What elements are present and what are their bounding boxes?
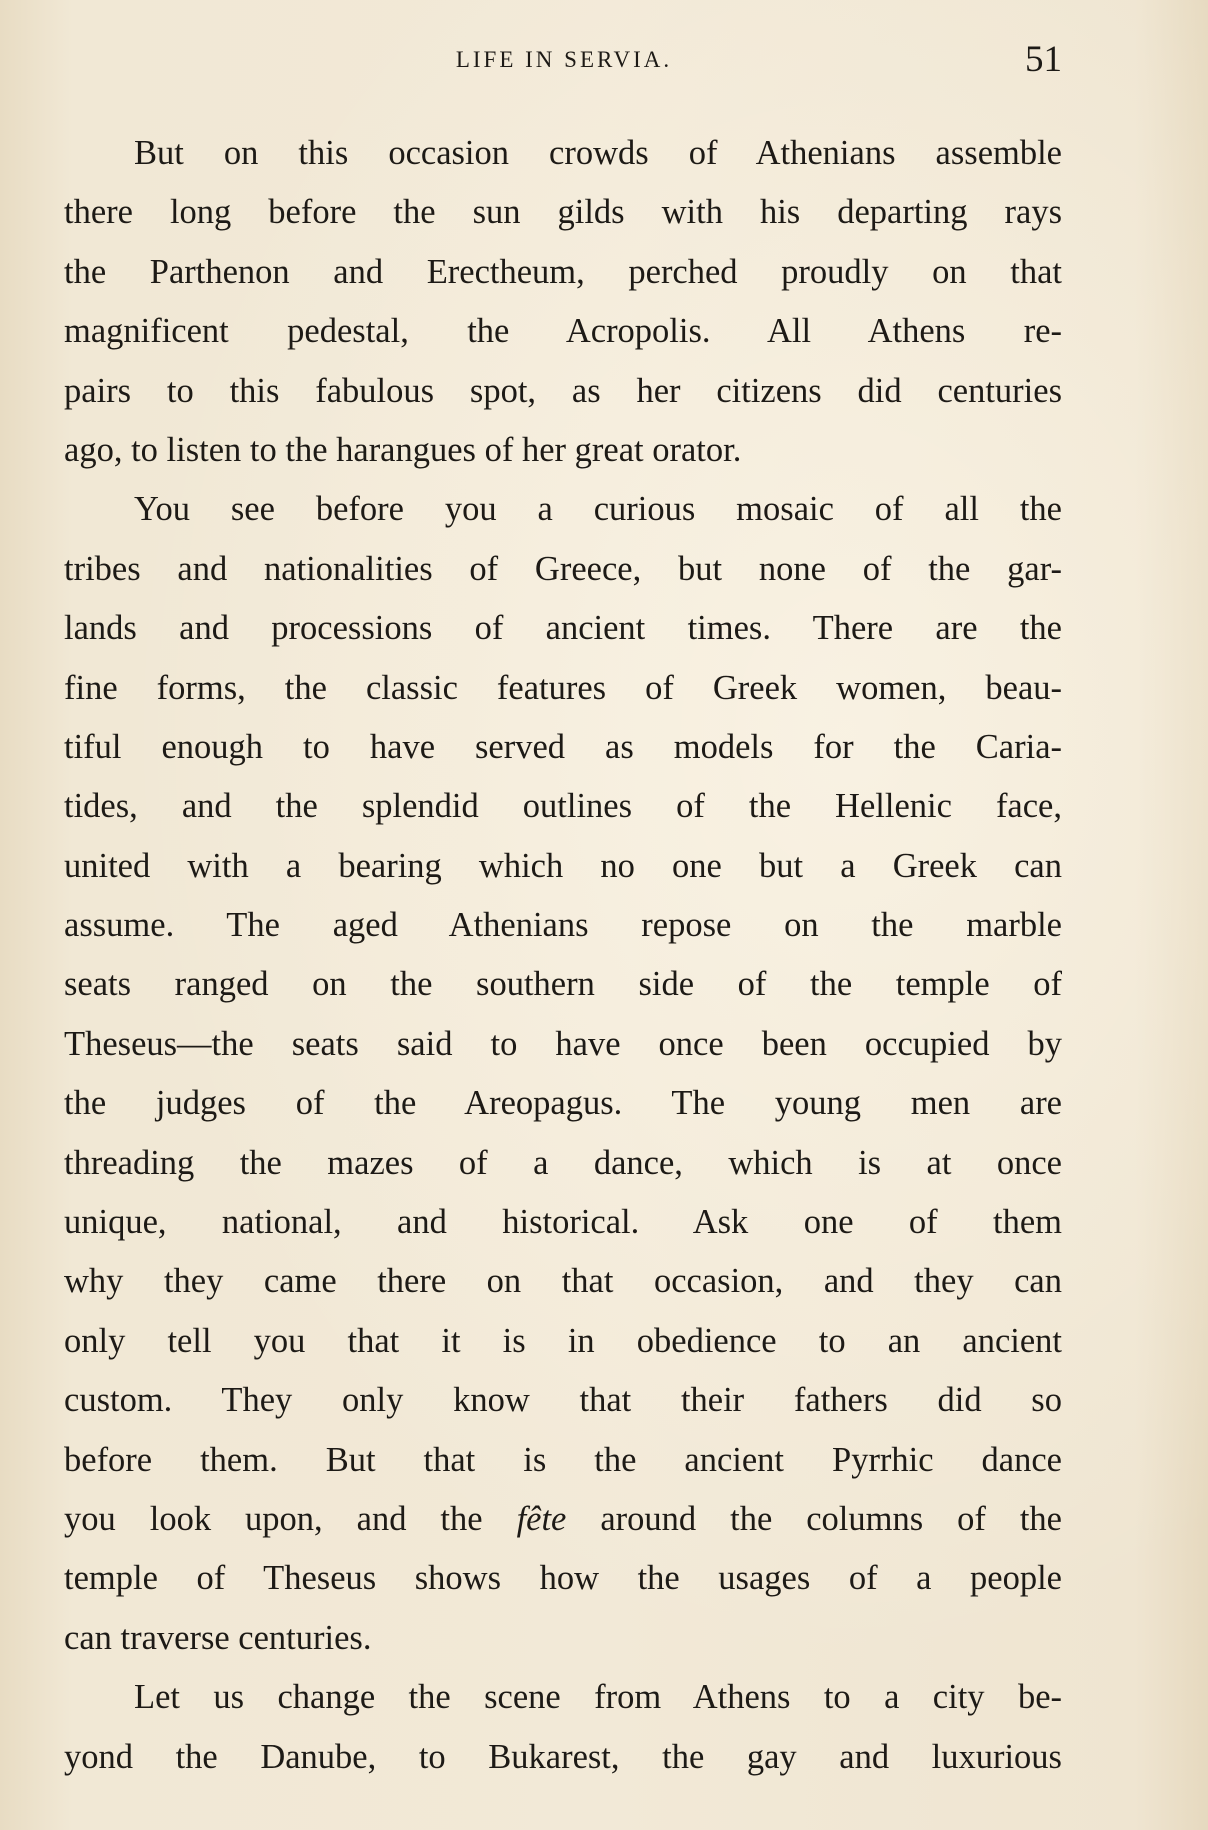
text-line bbox=[64, 1252, 1062, 1311]
text-line bbox=[64, 1668, 1062, 1727]
text-line-content: lands and processions of ancient times. There are the bbox=[64, 609, 1062, 648]
text-line-content: fine forms, the classic features of Greek women, beau- bbox=[64, 668, 1062, 707]
text-line bbox=[64, 421, 1062, 480]
text-line-content: there long before the sun gilds with his departing rays bbox=[64, 193, 1062, 232]
text-line-content: threading the mazes of a dance, which is at once bbox=[64, 1143, 1062, 1182]
text-line bbox=[64, 955, 1062, 1014]
text-line-content: magnificent pedestal, the Acropolis. All Athens re- bbox=[64, 312, 1062, 351]
text-line bbox=[64, 896, 1062, 955]
text-line-content: custom. They only know that their fathers did so bbox=[64, 1381, 1062, 1420]
text-line-content: the judges of the Areopagus. The young men are bbox=[64, 1084, 1062, 1123]
text-line bbox=[64, 1609, 1062, 1668]
text-line-content: assume. The aged Athenians repose on the marble bbox=[64, 906, 1062, 945]
text-line bbox=[64, 243, 1062, 302]
text-line-content: You see before you a curious mosaic of all the bbox=[134, 490, 1062, 529]
text-line bbox=[64, 1015, 1062, 1074]
text-line-content: can traverse centuries. bbox=[64, 1618, 372, 1657]
text-line-content: Theseus—the seats said to have once been occupied by bbox=[64, 1024, 1062, 1063]
text-line bbox=[64, 1312, 1062, 1371]
text-line-content: seats ranged on the southern side of the temple of bbox=[64, 965, 1062, 1004]
text-line bbox=[64, 1134, 1062, 1193]
text-line-content: tiful enough to have served as models for the Caria- bbox=[64, 727, 1062, 766]
text-line-content: pairs to this fabulous spot, as her citizens did centuries bbox=[64, 371, 1062, 410]
text-line bbox=[64, 1728, 1062, 1787]
text-line-content: you look upon, and the fête around the columns of the bbox=[64, 1499, 1062, 1538]
text-line bbox=[64, 183, 1062, 242]
text-line bbox=[64, 718, 1062, 777]
text-line-content: temple of Theseus shows how the usages of a people bbox=[64, 1559, 1062, 1598]
text-line bbox=[64, 302, 1062, 361]
text-line bbox=[64, 599, 1062, 658]
text-line bbox=[64, 1490, 1062, 1549]
text-line-content: ago, to listen to the harangues of her great orator. bbox=[64, 430, 742, 469]
text-line bbox=[64, 1371, 1062, 1430]
text-line bbox=[64, 1074, 1062, 1133]
running-title: LIFE IN SERVIA. bbox=[455, 47, 673, 72]
page-number: 51 bbox=[1025, 39, 1062, 80]
text-line bbox=[64, 124, 1062, 183]
text-line-content: tides, and the splendid outlines of the Hellenic face, bbox=[64, 787, 1062, 826]
text-line-content: united with a bearing which no one but a Greek can bbox=[64, 846, 1062, 885]
text-line-content: only tell you that it is in obedience to an ancient bbox=[64, 1321, 1062, 1360]
text-line-content: unique, national, and historical. Ask one of them bbox=[64, 1203, 1062, 1242]
text-line bbox=[64, 540, 1062, 599]
text-line-content: before them. But that is the ancient Pyrrhic dance bbox=[64, 1440, 1062, 1479]
text-line bbox=[64, 362, 1062, 421]
text-line bbox=[64, 480, 1062, 539]
text-line-content: tribes and nationalities of Greece, but none of the gar- bbox=[64, 549, 1062, 588]
text-line bbox=[64, 1193, 1062, 1252]
italic-word: fête bbox=[516, 1499, 567, 1538]
text-line bbox=[64, 1431, 1062, 1490]
body-text bbox=[64, 124, 1062, 1787]
text-line bbox=[64, 1549, 1062, 1608]
text-line-content: the Parthenon and Erectheum, perched proudly on that bbox=[64, 252, 1062, 291]
text-line-content: why they came there on that occasion, and they can bbox=[64, 1262, 1062, 1301]
text-line-content: yond the Danube, to Bukarest, the gay and luxurious bbox=[64, 1737, 1062, 1776]
text-line-content: Let us change the scene from Athens to a city be- bbox=[134, 1678, 1062, 1717]
text-line-content: But on this occasion crowds of Athenians assemble bbox=[134, 134, 1062, 172]
text-line bbox=[64, 659, 1062, 718]
text-line bbox=[64, 837, 1062, 896]
running-head bbox=[64, 40, 1064, 80]
text-line bbox=[64, 777, 1062, 836]
